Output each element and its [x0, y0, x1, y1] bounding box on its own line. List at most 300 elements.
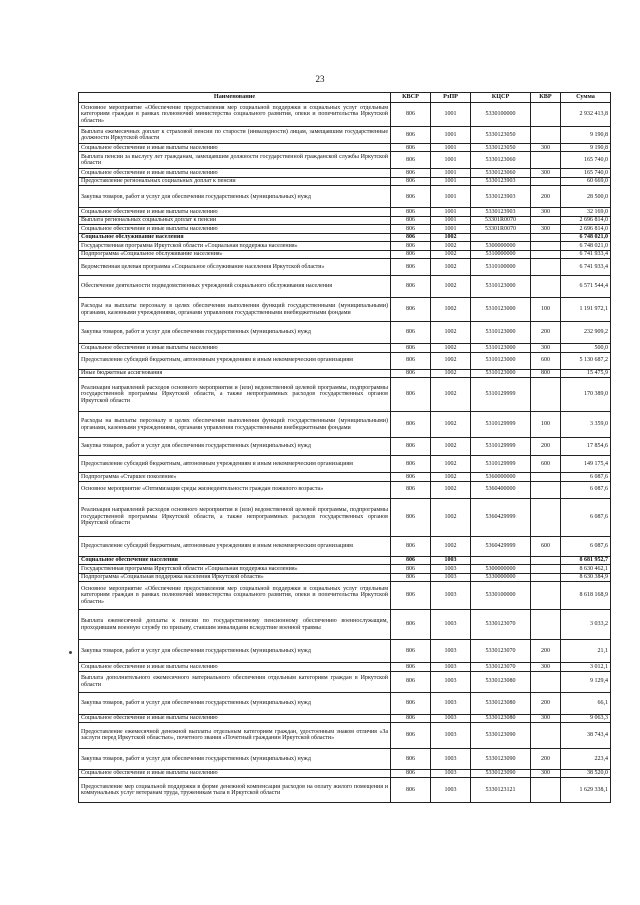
cell-sum: 6 748 021,0 — [561, 242, 611, 250]
table-row — [79, 438, 611, 456]
cell-kcsr: 5310123000 — [471, 369, 531, 377]
table-header-row — [79, 93, 611, 103]
cell-kvr — [531, 671, 561, 692]
cell-kcsr: 5330123903 — [471, 177, 531, 185]
cell-rzpr: 1003 — [431, 640, 471, 663]
cell-kvsr: 806 — [391, 216, 431, 224]
cell-name: Предоставление региональных социальных доплат к пенсии — [79, 177, 391, 185]
cell-kvsr: 806 — [391, 186, 431, 208]
cell-name: Социальное обеспечение и иные выплаты населению — [79, 169, 391, 177]
cell-kvr — [531, 378, 561, 412]
cell-kcsr: 5310129999 — [471, 456, 531, 473]
cell-kvsr: 806 — [391, 573, 431, 581]
cell-sum: 15 475,9 — [561, 369, 611, 377]
cell-name: Ведомственная целевая программа «Социальное обслуживание населения Иркутской области» — [79, 259, 391, 276]
cell-sum: 66,1 — [561, 692, 611, 714]
cell-name: Социальное обеспечение и иные выплаты населению — [79, 769, 391, 777]
cell-name: Социальное обеспечение и иные выплаты населению — [79, 144, 391, 152]
cell-name: Выплата региональных социальных доплат к пенсии — [79, 216, 391, 224]
cell-kvsr: 806 — [391, 369, 431, 377]
cell-kcsr — [471, 556, 531, 564]
table-row — [79, 369, 611, 377]
cell-kcsr: 5310123000 — [471, 276, 531, 298]
cell-kvr — [531, 565, 561, 573]
cell-kvsr: 806 — [391, 152, 431, 169]
cell-sum: 6 741 933,4 — [561, 250, 611, 258]
cell-name: Выплата дополнительного ежемесячного материального обеспечения отдельным категориям граждан в Иркутской области — [79, 671, 391, 692]
cell-kvsr: 806 — [391, 498, 431, 536]
cell-sum: 5 130 687,2 — [561, 352, 611, 369]
cell-sum: 170 389,0 — [561, 378, 611, 412]
cell-kcsr: 5330123050 — [471, 127, 531, 144]
cell-rzpr: 1002 — [431, 378, 471, 412]
cell-kvsr: 806 — [391, 556, 431, 564]
table-row — [79, 473, 611, 481]
cell-kvr: 300 — [531, 769, 561, 777]
table-row — [79, 610, 611, 640]
cell-sum: 8 681 952,7 — [561, 556, 611, 564]
cell-name: Выплата ежемесячной доплаты к пенсии по государственному пенсионному обеспечению военнослужащим, проходившим военную службу по призыву, ставшим инвалидами вследствие военной травмы — [79, 610, 391, 640]
cell-kcsr: 5360429999 — [471, 498, 531, 536]
cell-rzpr: 1002 — [431, 298, 471, 322]
cell-name: Закупка товаров, работ и услуг для обеспечения государственных (муниципальных) нужд — [79, 640, 391, 663]
cell-kcsr: 5330123080 — [471, 692, 531, 714]
cell-sum: 6 087,6 — [561, 498, 611, 536]
cell-kcsr: 5360000000 — [471, 473, 531, 481]
table-row — [79, 412, 611, 438]
cell-rzpr: 1002 — [431, 344, 471, 352]
cell-kvsr: 806 — [391, 714, 431, 722]
cell-kcsr: 5360429999 — [471, 536, 531, 556]
cell-kvr — [531, 276, 561, 298]
cell-rzpr: 1001 — [431, 127, 471, 144]
cell-rzpr: 1001 — [431, 144, 471, 152]
table-row — [79, 769, 611, 777]
cell-name: Закупка товаров, работ и услуг для обеспечения государственных (муниципальных) нужд — [79, 692, 391, 714]
cell-sum: 3 359,0 — [561, 412, 611, 438]
cell-name: Государственная программа Иркутской области «Социальная поддержка населения» — [79, 565, 391, 573]
cell-rzpr: 1002 — [431, 438, 471, 456]
table-row — [79, 144, 611, 152]
table-row — [79, 565, 611, 573]
cell-rzpr: 1003 — [431, 565, 471, 573]
cell-kcsr: 5310123000 — [471, 352, 531, 369]
cell-kvr — [531, 573, 561, 581]
cell-kvr — [531, 722, 561, 748]
cell-rzpr: 1003 — [431, 663, 471, 671]
cell-kvsr: 806 — [391, 582, 431, 610]
cell-sum: 32 169,0 — [561, 208, 611, 216]
cell-sum: 28 500,0 — [561, 186, 611, 208]
cell-kvr: 200 — [531, 438, 561, 456]
cell-kvsr: 806 — [391, 127, 431, 144]
cell-kvsr: 806 — [391, 692, 431, 714]
cell-kcsr: 5330123121 — [471, 778, 531, 803]
cell-name: Реализация направлений расходов основного мероприятия и (или) ведомственной целевой программы, подпрограммы государственной программы Иркутской области, а также непрограммных расходов государственных органов Иркутской области — [79, 378, 391, 412]
cell-name: Основное мероприятие «Оптимизация среды жизнедеятельности граждан пожилого возраста» — [79, 481, 391, 498]
table-row — [79, 242, 611, 250]
cell-name: Иные бюджетные ассигнования — [79, 369, 391, 377]
cell-sum: 165 740,0 — [561, 152, 611, 169]
cell-sum: 500,0 — [561, 344, 611, 352]
cell-name: Выплата пенсии за выслугу лет гражданам, замещавшим должности государственной гражданской службы Иркутской области — [79, 152, 391, 169]
cell-kvsr: 806 — [391, 473, 431, 481]
cell-kvr: 800 — [531, 369, 561, 377]
table-body — [79, 103, 611, 803]
cell-name: Государственная программа Иркутской области «Социальная поддержка населения» — [79, 242, 391, 250]
cell-kcsr: 5330100000 — [471, 582, 531, 610]
table-row — [79, 103, 611, 127]
table-row — [79, 216, 611, 224]
table-row — [79, 582, 611, 610]
cell-kcsr: 5330123070 — [471, 610, 531, 640]
cell-rzpr: 1002 — [431, 481, 471, 498]
cell-kvsr: 806 — [391, 298, 431, 322]
cell-kcsr: 5330123903 — [471, 186, 531, 208]
cell-kvsr: 806 — [391, 769, 431, 777]
cell-kvsr: 806 — [391, 259, 431, 276]
cell-kvsr: 806 — [391, 103, 431, 127]
cell-kcsr: 5310129999 — [471, 438, 531, 456]
cell-kcsr: 5330123903 — [471, 208, 531, 216]
cell-kvsr: 806 — [391, 778, 431, 803]
cell-kvr: 300 — [531, 663, 561, 671]
cell-sum: 1 629 338,1 — [561, 778, 611, 803]
cell-kvr — [531, 250, 561, 258]
cell-kvsr: 806 — [391, 322, 431, 344]
cell-name: Обеспечение деятельности подведомственных учреждений социального обслуживания населения — [79, 276, 391, 298]
cell-kvr — [531, 610, 561, 640]
stray-mark — [69, 651, 72, 654]
cell-kcsr: 53301R0070 — [471, 216, 531, 224]
table-row — [79, 498, 611, 536]
cell-name: Закупка товаров, работ и услуг для обеспечения государственных (муниципальных) нужд — [79, 438, 391, 456]
table-row — [79, 177, 611, 185]
cell-kvsr: 806 — [391, 640, 431, 663]
cell-kcsr: 5360400000 — [471, 481, 531, 498]
cell-rzpr: 1002 — [431, 536, 471, 556]
cell-kcsr: 5330123050 — [471, 144, 531, 152]
table-row — [79, 536, 611, 556]
cell-sum: 2 932 413,8 — [561, 103, 611, 127]
cell-sum: 9 190,8 — [561, 127, 611, 144]
cell-kvr: 200 — [531, 322, 561, 344]
header-kcsr: КЦСР — [471, 93, 531, 103]
table-row — [79, 186, 611, 208]
cell-sum: 38 743,4 — [561, 722, 611, 748]
cell-rzpr: 1001 — [431, 169, 471, 177]
table-row — [79, 127, 611, 144]
cell-name: Предоставление субсидий бюджетным, автономным учреждениям и иным некоммерческим организациям — [79, 352, 391, 369]
cell-rzpr: 1003 — [431, 573, 471, 581]
cell-sum: 9 190,8 — [561, 144, 611, 152]
cell-kvsr: 806 — [391, 233, 431, 241]
cell-kvsr: 806 — [391, 225, 431, 233]
cell-kvr: 300 — [531, 144, 561, 152]
cell-kcsr: 5310123000 — [471, 298, 531, 322]
cell-rzpr: 1001 — [431, 152, 471, 169]
cell-kvsr: 806 — [391, 412, 431, 438]
page-number: 23 — [315, 74, 325, 84]
cell-name: Реализация направлений расходов основного мероприятия и (или) ведомственной целевой программы, подпрограммы государственной программы Иркутской области, а также непрограммных расходов государственных органов Иркутской области — [79, 498, 391, 536]
cell-rzpr: 1001 — [431, 208, 471, 216]
cell-kvr: 300 — [531, 344, 561, 352]
cell-kvsr: 806 — [391, 456, 431, 473]
cell-kcsr: 5330000000 — [471, 573, 531, 581]
cell-rzpr: 1002 — [431, 276, 471, 298]
cell-sum: 1 191 972,1 — [561, 298, 611, 322]
cell-rzpr: 1002 — [431, 498, 471, 536]
cell-kcsr: 5300000000 — [471, 565, 531, 573]
cell-kvr — [531, 582, 561, 610]
table-row — [79, 259, 611, 276]
cell-sum: 21,1 — [561, 640, 611, 663]
cell-kvr — [531, 473, 561, 481]
cell-name: Основное мероприятие «Обеспечение предоставления мер социальной поддержки и социальных услуг отдельным категориям граждан в рамках полномочий министерства социального развития, опеки и попечительства Иркутской области» — [79, 582, 391, 610]
cell-kvsr: 806 — [391, 722, 431, 748]
cell-sum: 6 087,6 — [561, 473, 611, 481]
cell-rzpr: 1001 — [431, 186, 471, 208]
table-row — [79, 456, 611, 473]
cell-kcsr — [471, 233, 531, 241]
table-row — [79, 344, 611, 352]
cell-sum: 9 063,3 — [561, 714, 611, 722]
cell-kvr: 600 — [531, 536, 561, 556]
cell-kvsr: 806 — [391, 610, 431, 640]
cell-rzpr: 1003 — [431, 556, 471, 564]
cell-sum: 38 520,0 — [561, 769, 611, 777]
cell-kvr — [531, 778, 561, 803]
cell-kvr: 200 — [531, 692, 561, 714]
header-name: Наименование — [79, 93, 391, 103]
cell-kcsr: 5300000000 — [471, 242, 531, 250]
table-row — [79, 778, 611, 803]
cell-rzpr: 1001 — [431, 103, 471, 127]
cell-rzpr: 1002 — [431, 369, 471, 377]
cell-kvr — [531, 259, 561, 276]
cell-name: Подпрограмма «Старшее поколение» — [79, 473, 391, 481]
cell-kvsr: 806 — [391, 671, 431, 692]
cell-rzpr: 1003 — [431, 769, 471, 777]
cell-name: Социальное обслуживание населения — [79, 233, 391, 241]
cell-kvsr: 806 — [391, 481, 431, 498]
cell-kcsr: 5310129999 — [471, 412, 531, 438]
cell-kcsr: 5310129999 — [471, 378, 531, 412]
cell-rzpr: 1002 — [431, 473, 471, 481]
cell-sum: 60 669,0 — [561, 177, 611, 185]
cell-kvsr: 806 — [391, 748, 431, 769]
cell-kvr — [531, 556, 561, 564]
cell-sum: 8 618 168,9 — [561, 582, 611, 610]
cell-sum: 6 741 933,4 — [561, 259, 611, 276]
cell-sum: 6 087,6 — [561, 536, 611, 556]
cell-kvr: 300 — [531, 169, 561, 177]
cell-sum: 149 175,4 — [561, 456, 611, 473]
cell-kvr — [531, 127, 561, 144]
cell-name: Социальное обеспечение населения — [79, 556, 391, 564]
table-row — [79, 556, 611, 564]
table-row — [79, 208, 611, 216]
cell-name: Предоставление субсидий бюджетным, автономным учреждениям и иным некоммерческим организациям — [79, 456, 391, 473]
table-row — [79, 378, 611, 412]
header-kvsr: КВСР — [391, 93, 431, 103]
cell-sum: 232 909,2 — [561, 322, 611, 344]
cell-sum: 9 129,4 — [561, 671, 611, 692]
cell-sum: 17 854,6 — [561, 438, 611, 456]
table-row — [79, 169, 611, 177]
cell-kvsr: 806 — [391, 663, 431, 671]
table-row — [79, 250, 611, 258]
cell-kvsr: 806 — [391, 438, 431, 456]
cell-kvr: 200 — [531, 640, 561, 663]
table-row — [79, 671, 611, 692]
table-row — [79, 692, 611, 714]
cell-kcsr: 5310100000 — [471, 259, 531, 276]
cell-kcsr: 5310123000 — [471, 344, 531, 352]
table-row — [79, 276, 611, 298]
cell-name: Подпрограмма «Социальная поддержка населения Иркутской области» — [79, 573, 391, 581]
cell-name: Закупка товаров, работ и услуг для обеспечения государственных (муниципальных) нужд — [79, 748, 391, 769]
cell-name: Предоставление субсидий бюджетным, автономным учреждениям и иным некоммерческим организациям — [79, 536, 391, 556]
cell-name: Социальное обеспечение и иные выплаты населению — [79, 344, 391, 352]
table-row — [79, 352, 611, 369]
cell-name: Расходы на выплаты персоналу в целях обеспечения выполнения функций государственными (муниципальными) органами, казенными учреждениями, органами управления государственными внебюджетными фондами — [79, 298, 391, 322]
cell-name: Социальное обеспечение и иные выплаты населению — [79, 663, 391, 671]
cell-kvsr: 806 — [391, 378, 431, 412]
cell-rzpr: 1001 — [431, 225, 471, 233]
cell-rzpr: 1002 — [431, 242, 471, 250]
cell-kcsr: 5330123080 — [471, 671, 531, 692]
cell-kcsr: 5330123060 — [471, 152, 531, 169]
cell-name: Предоставление ежемесячной денежной выплаты отдельным категориям граждан, удостоенным знаком отличия «За заслуги перед Иркутской областью», почетного звания «Почетный гражданин Иркутской области» — [79, 722, 391, 748]
cell-name: Социальное обеспечение и иные выплаты населению — [79, 208, 391, 216]
cell-kvr — [531, 152, 561, 169]
cell-name: Социальное обеспечение и иные выплаты населению — [79, 225, 391, 233]
cell-name: Выплата ежемесячных доплат к страховой пенсии по старости (инвалидности) лицам, замещавшим государственные должности Иркутской области — [79, 127, 391, 144]
cell-kvsr: 806 — [391, 177, 431, 185]
cell-kvr: 100 — [531, 412, 561, 438]
cell-rzpr: 1002 — [431, 352, 471, 369]
cell-rzpr: 1003 — [431, 692, 471, 714]
table-row — [79, 225, 611, 233]
cell-kvr: 300 — [531, 714, 561, 722]
cell-rzpr: 1003 — [431, 722, 471, 748]
cell-name: Подпрограмма «Социальное обслуживание населения» — [79, 250, 391, 258]
cell-kcsr: 5330123090 — [471, 748, 531, 769]
cell-rzpr: 1003 — [431, 671, 471, 692]
cell-kvsr: 806 — [391, 250, 431, 258]
cell-sum: 2 696 814,0 — [561, 216, 611, 224]
cell-sum: 6 571 544,4 — [561, 276, 611, 298]
cell-kcsr: 5310123000 — [471, 322, 531, 344]
cell-kvsr: 806 — [391, 144, 431, 152]
cell-kvr — [531, 481, 561, 498]
cell-kvr — [531, 242, 561, 250]
header-kvr: КВР — [531, 93, 561, 103]
cell-sum: 6 087,6 — [561, 481, 611, 498]
cell-name: Социальное обеспечение и иные выплаты населению — [79, 714, 391, 722]
cell-rzpr: 1002 — [431, 259, 471, 276]
table-row — [79, 233, 611, 241]
cell-sum: 8 630 384,9 — [561, 573, 611, 581]
cell-kvsr: 806 — [391, 352, 431, 369]
cell-rzpr: 1003 — [431, 714, 471, 722]
table-row — [79, 722, 611, 748]
cell-kvsr: 806 — [391, 344, 431, 352]
cell-kvr — [531, 177, 561, 185]
cell-kcsr: 5330123060 — [471, 169, 531, 177]
cell-sum: 6 748 021,0 — [561, 233, 611, 241]
header-sum: Сумма — [561, 93, 611, 103]
cell-rzpr: 1002 — [431, 456, 471, 473]
cell-kvr: 200 — [531, 186, 561, 208]
cell-kvr: 300 — [531, 225, 561, 233]
table-row — [79, 481, 611, 498]
cell-rzpr: 1003 — [431, 748, 471, 769]
table-row — [79, 714, 611, 722]
cell-sum: 2 696 814,0 — [561, 225, 611, 233]
cell-kvr — [531, 216, 561, 224]
cell-rzpr: 1003 — [431, 610, 471, 640]
cell-kvsr: 806 — [391, 208, 431, 216]
cell-kvr: 200 — [531, 748, 561, 769]
cell-kcsr: 53301R0070 — [471, 225, 531, 233]
cell-sum: 223,4 — [561, 748, 611, 769]
cell-kvsr: 806 — [391, 169, 431, 177]
cell-kcsr: 5330123070 — [471, 640, 531, 663]
cell-name: Предоставление мер социальной поддержки в форме денежной компенсации расходов на оплату жилого помещения и коммунальных услуг ветеранам труда, труженикам тыла в Иркутской области — [79, 778, 391, 803]
cell-name: Закупка товаров, работ и услуг для обеспечения государственных (муниципальных) нужд — [79, 322, 391, 344]
cell-rzpr: 1002 — [431, 412, 471, 438]
header-rzpr: РзПР — [431, 93, 471, 103]
cell-sum: 3 012,1 — [561, 663, 611, 671]
table-row — [79, 298, 611, 322]
cell-rzpr: 1002 — [431, 250, 471, 258]
table-row — [79, 152, 611, 169]
cell-kvr: 300 — [531, 208, 561, 216]
cell-sum: 165 740,0 — [561, 169, 611, 177]
cell-kvsr: 806 — [391, 565, 431, 573]
cell-kvsr: 806 — [391, 242, 431, 250]
cell-kcsr: 5310000000 — [471, 250, 531, 258]
cell-rzpr: 1002 — [431, 233, 471, 241]
cell-kvsr: 806 — [391, 536, 431, 556]
cell-kvr — [531, 233, 561, 241]
cell-kvr — [531, 103, 561, 127]
cell-kvr: 600 — [531, 456, 561, 473]
cell-kcsr: 5330100000 — [471, 103, 531, 127]
cell-name: Основное мероприятие «Обеспечение предоставления мер социальной поддержки и социальных услуг отдельным категориям граждан в рамках полномочий министерства социального развития, опеки и попечительства Иркутской области» — [79, 103, 391, 127]
cell-rzpr: 1002 — [431, 322, 471, 344]
cell-kcsr: 5330123080 — [471, 714, 531, 722]
cell-rzpr: 1001 — [431, 216, 471, 224]
budget-table — [78, 92, 611, 803]
cell-kvr — [531, 498, 561, 536]
cell-kvr: 100 — [531, 298, 561, 322]
cell-name: Расходы на выплаты персоналу в целях обеспечения выполнения функций государственными (муниципальными) органами, казенными учреждениями, органами управления государственными внебюджетными фондами — [79, 412, 391, 438]
cell-rzpr: 1003 — [431, 582, 471, 610]
cell-sum: 3 033,2 — [561, 610, 611, 640]
table-row — [79, 663, 611, 671]
cell-kcsr: 5330123090 — [471, 722, 531, 748]
table-row — [79, 640, 611, 663]
cell-name: Закупка товаров, работ и услуг для обеспечения государственных (муниципальных) нужд — [79, 186, 391, 208]
cell-kvr: 600 — [531, 352, 561, 369]
cell-sum: 8 630 462,1 — [561, 565, 611, 573]
cell-rzpr: 1001 — [431, 177, 471, 185]
table-row — [79, 573, 611, 581]
cell-kcsr: 5330123070 — [471, 663, 531, 671]
